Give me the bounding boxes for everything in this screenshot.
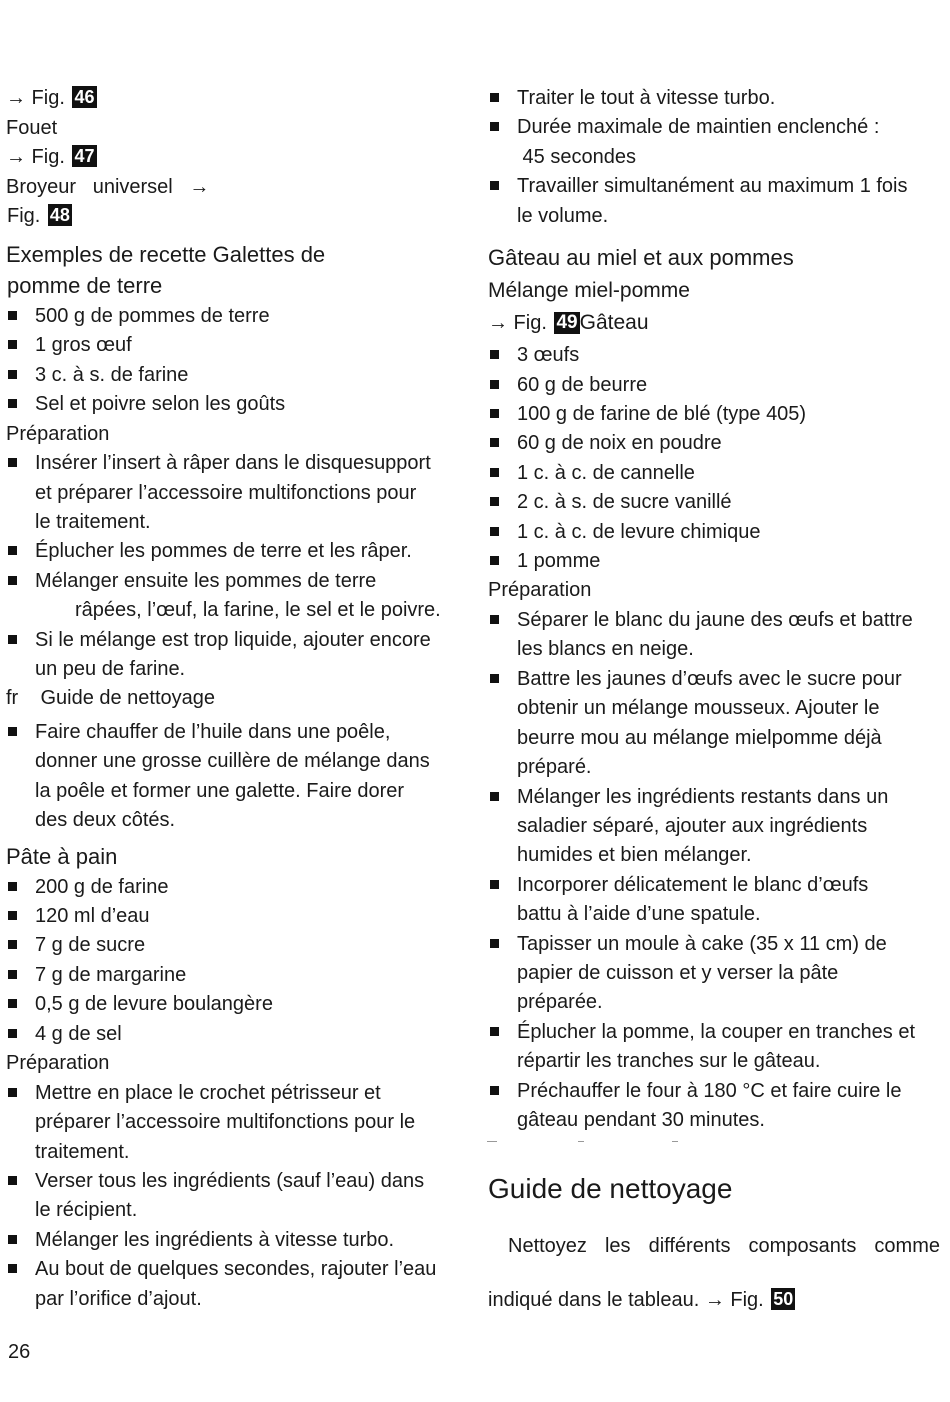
bullet-square-icon xyxy=(490,880,499,889)
bullet-square-icon xyxy=(490,527,499,536)
list-item: 3 œufs xyxy=(488,341,940,370)
bullet-square-icon xyxy=(8,1235,17,1244)
bullet-square-icon xyxy=(490,438,499,447)
divider-tick xyxy=(578,1141,584,1142)
pain-ingredient-list xyxy=(6,873,468,1049)
list-item: Mélanger ensuite les pommes de terre râpées, l’œuf, la farine, le sel et le poivre. xyxy=(6,567,468,626)
bullet-square-icon xyxy=(8,911,17,920)
bullet-square-icon xyxy=(490,939,499,948)
list-item: 2 c. à s. de sucre vanillé xyxy=(488,488,940,517)
bullet-square-icon xyxy=(8,882,17,891)
bullet-square-icon xyxy=(8,399,17,408)
list-item: 120 ml d’eau xyxy=(6,902,468,931)
subheading-gateau: Mélange miel-pomme xyxy=(488,279,690,303)
list-item: 4 g de sel xyxy=(6,1020,468,1049)
list-item: 200 g de farine xyxy=(6,873,468,902)
section-heading-galettes: Exemples de recette Galettes de xyxy=(6,241,326,267)
bullet-square-icon xyxy=(490,497,499,506)
list-item: Battre les jaunes d’œufs avec le sucre pour obtenir un mélange mousseux. Ajouter le beurre mou au mélange mielpomme déjà préparé. xyxy=(488,665,940,783)
bullet-square-icon xyxy=(8,311,17,320)
list-item: 500 g de pommes de terre xyxy=(6,302,468,331)
fig-ref-49 xyxy=(488,308,940,339)
running-header: fr Guide de nettoyage xyxy=(6,687,216,710)
gateau-steps-list xyxy=(488,606,940,1135)
list-item: 7 g de sucre xyxy=(6,931,468,960)
list-item: Éplucher les pommes de terre et les râper. xyxy=(6,537,468,566)
fig-ref-46 xyxy=(6,84,468,114)
bullet-square-icon xyxy=(8,970,17,979)
bullet-square-icon xyxy=(490,792,499,801)
list-item: 1 gros œuf xyxy=(6,331,468,360)
pain-steps-list-cont xyxy=(488,84,940,231)
galettes-steps-list xyxy=(6,449,468,684)
bullet-square-icon xyxy=(8,635,17,644)
bullet-square-icon xyxy=(490,674,499,683)
divider-tick xyxy=(672,1141,678,1142)
accessory-label-broyeur: Broyeur universel → xyxy=(6,175,210,198)
fig-number-badge: 46 xyxy=(74,87,95,107)
list-item: 7 g de margarine xyxy=(6,961,468,990)
list-item: 1 pomme xyxy=(488,547,940,576)
fig-ref-prefix: Fig. xyxy=(7,205,41,228)
bullet-square-icon xyxy=(8,1264,17,1273)
bullet-square-icon xyxy=(8,458,17,467)
divider-tick xyxy=(487,1141,497,1142)
fig-ref-48 xyxy=(6,202,468,232)
galettes-steps-list-cont xyxy=(6,718,468,836)
fig-ref-suffix: Gâteau xyxy=(579,310,649,334)
bullet-square-icon xyxy=(490,556,499,565)
section-heading-gateau: Gâteau au miel et aux pommes xyxy=(488,245,794,271)
nettoyage-paragraph-line1: Nettoyez les différents composants comme xyxy=(508,1235,940,1258)
bullet-square-icon xyxy=(8,727,17,736)
list-item: Incorporer délicatement le blanc d’œufs battu à l’aide d’une spatule. xyxy=(488,871,940,930)
bullet-square-icon xyxy=(490,380,499,389)
left-column xyxy=(6,84,468,1314)
nettoyage-paragraph-line2: indiqué dans le tableau. → Fig. 50 xyxy=(488,1289,794,1312)
fig-number-badge: 49 xyxy=(556,311,578,333)
list-item: 0,5 g de levure boulangère xyxy=(6,990,468,1019)
fig-ref-prefix: → Fig. xyxy=(6,87,65,109)
preparation-label: Préparation xyxy=(488,579,592,602)
fig-ref-prefix: → Fig. xyxy=(6,146,65,169)
page-number: 26 xyxy=(8,1341,31,1363)
list-item: Si le mélange est trop liquide, ajouter encore un peu de farine. xyxy=(6,626,468,685)
bullet-square-icon xyxy=(490,615,499,624)
accessory-label-fouet: Fouet xyxy=(6,116,58,139)
fig-ref-prefix: → Fig. xyxy=(488,311,547,334)
bullet-square-icon xyxy=(490,468,499,477)
preparation-label: Préparation xyxy=(6,1052,110,1075)
bullet-square-icon xyxy=(490,93,499,102)
list-item: Traiter le tout à vitesse turbo. xyxy=(488,84,940,113)
list-item: Faire chauffer de l’huile dans une poêle, donner une grosse cuillère de mélange dans la poêle et former une galette. Faire dorer des deux côtés. xyxy=(6,718,468,836)
section-heading-nettoyage: Guide de nettoyage xyxy=(488,1173,733,1205)
bullet-square-icon xyxy=(490,409,499,418)
list-item: Durée maximale de maintien enclenché : 45 secondes xyxy=(488,113,940,172)
list-item: 1 c. à c. de cannelle xyxy=(488,459,940,488)
right-column xyxy=(488,84,940,1317)
list-item: Mélanger les ingrédients à vitesse turbo. xyxy=(6,1226,468,1255)
list-item: Séparer le blanc du jaune des œufs et battre les blancs en neige. xyxy=(488,606,940,665)
list-item: 60 g de noix en poudre xyxy=(488,429,940,458)
list-item: Travailler simultanément au maximum 1 fois le volume. xyxy=(488,172,940,231)
preparation-label: Préparation xyxy=(6,422,110,445)
bullet-square-icon xyxy=(490,122,499,131)
list-item: Verser tous les ingrédients (sauf l’eau) dans le récipient. xyxy=(6,1167,468,1226)
bullet-square-icon xyxy=(8,999,17,1008)
section-heading-pain: Pâte à pain xyxy=(6,843,118,869)
bullet-square-icon xyxy=(490,1086,499,1095)
step-continuation: râpées, l’œuf, la farine, le sel et le poivre. xyxy=(75,599,441,622)
list-item: Mélanger les ingrédients restants dans un saladier séparé, ajouter aux ingrédients humides et bien mélanger. xyxy=(488,783,940,871)
list-item: 100 g de farine de blé (type 405) xyxy=(488,400,940,429)
list-item: Mettre en place le crochet pétrisseur et préparer l’accessoire multifonctions pour le traitement. xyxy=(6,1079,468,1167)
fig-ref-47 xyxy=(6,143,468,173)
fig-number-badge: 48 xyxy=(49,205,70,226)
list-item: Tapisser un moule à cake (35 x 11 cm) de papier de cuisson et y verser la pâte préparée. xyxy=(488,930,940,1018)
galettes-ingredient-list xyxy=(6,302,468,420)
pain-steps-list xyxy=(6,1079,468,1314)
bullet-square-icon xyxy=(8,370,17,379)
list-item: Insérer l’insert à râper dans le disquesupport et préparer l’accessoire multifonctions pour le traitement. xyxy=(6,449,468,537)
list-item: Éplucher la pomme, la couper en tranches et répartir les tranches sur le gâteau. xyxy=(488,1018,940,1077)
bullet-square-icon xyxy=(8,576,17,585)
section-heading-galettes-cont: pomme de terre xyxy=(7,272,163,298)
bullet-square-icon xyxy=(8,1029,17,1038)
list-item: 60 g de beurre xyxy=(488,371,940,400)
list-item: 1 c. à c. de levure chimique xyxy=(488,518,940,547)
list-item: Au bout de quelques secondes, rajouter l’eau par l’orifice d’ajout. xyxy=(6,1255,468,1314)
bullet-square-icon xyxy=(8,1176,17,1185)
list-item: 3 c. à s. de farine xyxy=(6,361,468,390)
list-item: Préchauffer le four à 180 °C et faire cuire le gâteau pendant 30 minutes. xyxy=(488,1077,940,1136)
bullet-square-icon xyxy=(8,340,17,349)
fig-number-badge: 50 xyxy=(773,1289,794,1310)
gateau-ingredient-list xyxy=(488,341,940,576)
bullet-square-icon xyxy=(8,546,17,555)
bullet-square-icon xyxy=(8,1088,17,1097)
bullet-square-icon xyxy=(490,1027,499,1036)
bullet-square-icon xyxy=(490,181,499,190)
fig-number-badge: 47 xyxy=(74,146,95,167)
list-item: Sel et poivre selon les goûts xyxy=(6,390,468,419)
bullet-square-icon xyxy=(490,350,499,359)
bullet-square-icon xyxy=(8,940,17,949)
